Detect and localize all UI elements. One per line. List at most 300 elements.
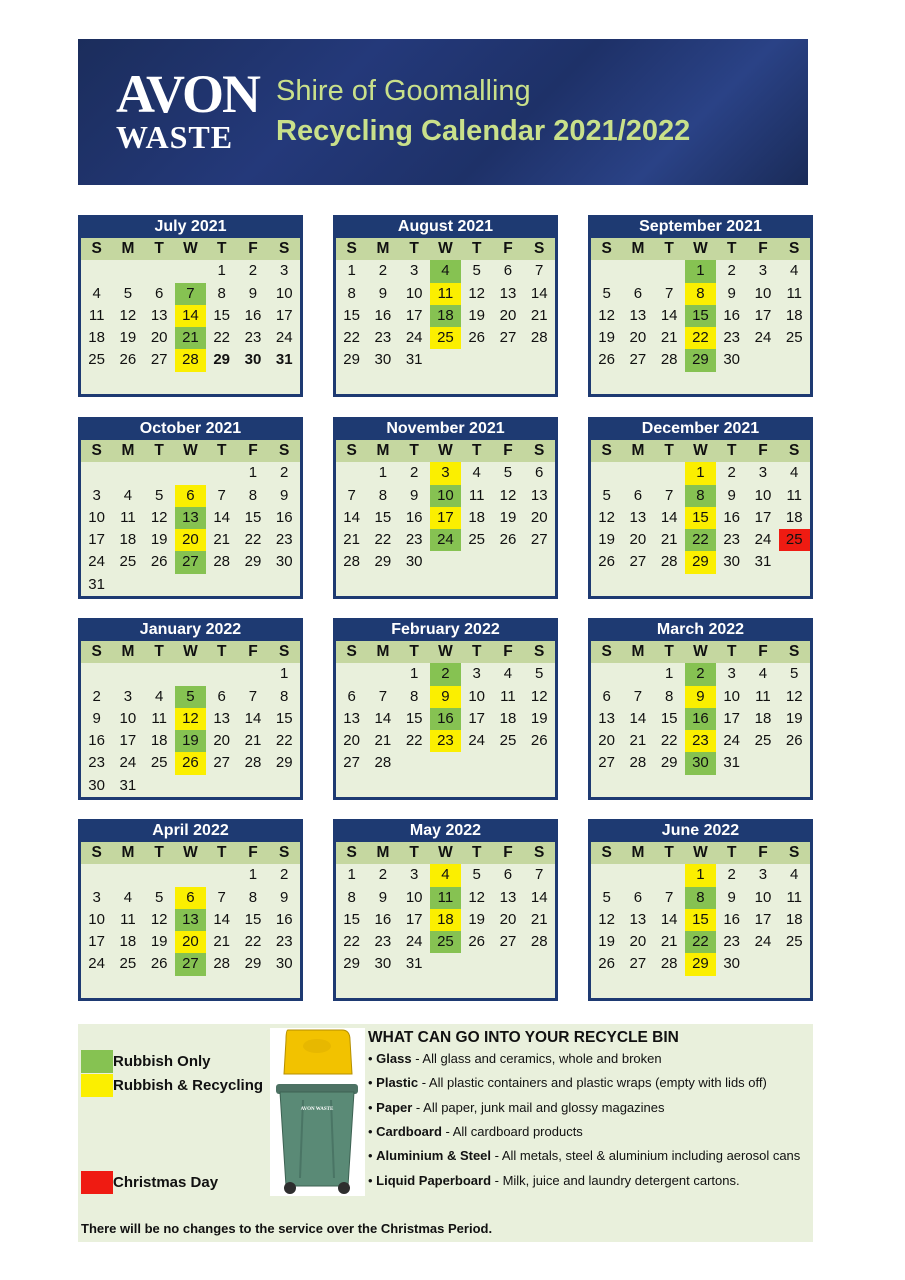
weekday-header: S: [591, 842, 622, 864]
empty-day-cell: [622, 462, 653, 484]
day-cell: 2: [409, 464, 419, 482]
recycle-info-item: • Aluminium & Steel - All metals, steel & aluminium including aerosol cans: [368, 1148, 801, 1163]
day-cell: 8: [248, 888, 258, 906]
day-cell: 14: [660, 306, 678, 324]
weekday-header: T: [461, 238, 492, 260]
weekday-header: S: [591, 440, 622, 462]
day-cell: 10: [119, 709, 137, 727]
weekday-header: W: [430, 842, 461, 864]
day-cell: 1: [685, 260, 716, 282]
empty-day-cell: [654, 260, 685, 282]
day-cell: 11: [430, 283, 461, 305]
day-cell: 26: [175, 752, 206, 774]
day-cell: 23: [430, 730, 461, 752]
day-cell: 28: [343, 553, 360, 571]
month-title: January 2022: [139, 621, 242, 638]
day-cell: 18: [785, 306, 803, 324]
day-cell: 24: [723, 732, 741, 750]
day-cell: 23: [88, 754, 105, 772]
day-cell: 18: [754, 709, 772, 727]
month-block: [78, 819, 303, 1001]
day-cell: 19: [598, 933, 615, 951]
day-cell: 8: [378, 486, 388, 504]
recycle-item-name: Paper: [376, 1100, 413, 1115]
day-cell: 21: [213, 531, 231, 549]
recycle-info-item: • Liquid Paperboard - Milk, juice and laundry detergent cartons.: [368, 1173, 740, 1188]
day-cell: 5: [602, 284, 611, 302]
day-cell: 30: [374, 955, 392, 973]
day-cell: 15: [244, 910, 262, 928]
empty-day-cell: [112, 663, 143, 685]
day-cell: 6: [347, 687, 356, 705]
month-day-grid: [81, 238, 300, 372]
weekday-header: W: [685, 641, 716, 663]
day-cell: 18: [119, 531, 137, 549]
day-cell: 27: [150, 351, 168, 369]
day-cell: 29: [213, 351, 231, 369]
weekday-header: F: [747, 238, 778, 260]
day-cell: 9: [409, 486, 419, 504]
month-title: April 2022: [152, 822, 229, 839]
month-block: [333, 618, 558, 800]
day-cell: 25: [785, 933, 803, 951]
day-cell: 30: [685, 752, 716, 774]
day-cell: 9: [378, 888, 388, 906]
weekday-header: S: [269, 440, 300, 462]
waste-logo: WASTE: [116, 119, 234, 155]
month-body: [81, 440, 300, 596]
day-cell: 5: [535, 665, 544, 683]
month-title: July 2021: [154, 218, 227, 235]
day-cell: 22: [685, 931, 716, 953]
day-cell: 31: [88, 575, 105, 593]
day-cell: 17: [88, 933, 105, 951]
day-cell: 25: [88, 351, 105, 369]
day-cell: 2: [727, 262, 736, 280]
day-cell: 30: [275, 553, 293, 571]
day-cell: 8: [217, 284, 226, 302]
weekday-header: W: [430, 238, 461, 260]
month-day-grid: [81, 641, 300, 797]
legend-green-swatch: [81, 1050, 113, 1073]
day-cell: 19: [150, 933, 168, 951]
day-cell: 8: [664, 687, 674, 705]
day-cell: 4: [790, 464, 799, 482]
day-cell: 25: [430, 931, 461, 953]
day-cell: 6: [602, 687, 611, 705]
day-cell: 5: [154, 486, 164, 504]
day-cell: 25: [468, 531, 486, 549]
day-cell: 28: [530, 933, 548, 951]
day-cell: 27: [343, 754, 360, 772]
weekday-header: T: [144, 238, 175, 260]
day-cell: 11: [786, 486, 803, 504]
weekday-header: T: [654, 842, 685, 864]
weekday-header: T: [654, 641, 685, 663]
weekday-header: T: [716, 440, 747, 462]
day-cell: 17: [88, 531, 105, 549]
day-cell: 28: [374, 754, 392, 772]
month-body: [81, 238, 300, 394]
weekday-header: M: [112, 440, 143, 462]
empty-day-cell: [175, 663, 206, 685]
day-cell: 15: [213, 306, 231, 324]
weekday-header: S: [269, 238, 300, 260]
day-cell: 20: [175, 931, 206, 953]
day-cell: 14: [660, 508, 678, 526]
month-body: [591, 238, 810, 394]
day-cell: 15: [275, 709, 293, 727]
day-cell: 4: [154, 687, 164, 705]
day-cell: 8: [685, 283, 716, 305]
day-cell: 12: [468, 888, 486, 906]
day-cell: 2: [727, 866, 736, 884]
weekday-header: T: [716, 842, 747, 864]
weekday-header: F: [237, 641, 268, 663]
weekday-header: W: [175, 641, 206, 663]
day-cell: 10: [430, 485, 461, 507]
avon-logo: AVON: [116, 64, 259, 124]
day-cell: 31: [754, 553, 772, 571]
day-cell: 28: [244, 754, 262, 772]
month-block: [78, 618, 303, 800]
day-cell: 5: [602, 888, 611, 906]
day-cell: 17: [405, 910, 423, 928]
day-cell: 6: [175, 485, 206, 507]
weekday-header: W: [430, 440, 461, 462]
day-cell: 22: [660, 732, 678, 750]
empty-day-cell: [622, 663, 653, 685]
day-cell: 20: [629, 531, 647, 549]
day-cell: 12: [175, 708, 206, 730]
recycle-info-title: WHAT CAN GO INTO YOUR RECYCLE BIN: [368, 1029, 679, 1046]
day-cell: 24: [119, 754, 137, 772]
day-cell: 7: [217, 486, 226, 504]
day-cell: 18: [150, 732, 168, 750]
day-cell: 7: [664, 486, 674, 504]
month-body: [591, 842, 810, 998]
weekday-header: F: [747, 440, 778, 462]
month-block: [588, 618, 813, 800]
day-cell: 27: [175, 953, 206, 975]
day-cell: 8: [347, 284, 356, 302]
day-cell: 20: [530, 508, 548, 526]
day-cell: 23: [244, 329, 262, 347]
day-cell: 16: [723, 910, 741, 928]
weekday-header: S: [336, 238, 367, 260]
day-cell: 28: [213, 955, 231, 973]
empty-day-cell: [622, 864, 653, 886]
day-cell: 10: [405, 888, 423, 906]
recycle-item-desc: - All metals, steel & aluminium including aerosol cans: [491, 1148, 801, 1163]
day-cell: 1: [685, 864, 716, 886]
legend-red-swatch: [81, 1171, 113, 1194]
day-cell: 8: [280, 687, 289, 705]
day-cell: 11: [755, 687, 771, 705]
day-cell: 9: [727, 486, 736, 504]
recycle-info-item: • Glass - All glass and ceramics, whole and broken: [368, 1051, 662, 1066]
weekday-header: T: [399, 238, 430, 260]
month-body: [591, 440, 810, 596]
day-cell: 9: [280, 888, 289, 906]
weekday-header: T: [461, 842, 492, 864]
day-cell: 3: [409, 262, 419, 280]
wheelie-bin-icon: [270, 1028, 365, 1196]
day-cell: 15: [685, 909, 716, 931]
day-cell: 27: [629, 955, 647, 973]
day-cell: 20: [598, 732, 615, 750]
month-day-grid: [591, 641, 810, 775]
day-cell: 12: [598, 910, 615, 928]
day-cell: 17: [754, 508, 772, 526]
day-cell: 14: [213, 508, 231, 526]
day-cell: 3: [409, 866, 419, 884]
day-cell: 11: [120, 910, 136, 928]
day-cell: 14: [343, 508, 360, 526]
day-cell: 13: [499, 284, 517, 302]
day-cell: 1: [347, 262, 356, 280]
weekday-header: T: [716, 641, 747, 663]
day-cell: 25: [499, 732, 517, 750]
day-cell: 22: [405, 732, 423, 750]
day-cell: 9: [92, 709, 101, 727]
weekday-header: T: [399, 641, 430, 663]
day-cell: 20: [629, 329, 647, 347]
day-cell: 21: [530, 910, 548, 928]
day-cell: 15: [374, 508, 392, 526]
day-cell: 23: [275, 531, 293, 549]
month-body: [81, 641, 300, 797]
day-cell: 22: [685, 327, 716, 349]
weekday-header: M: [112, 238, 143, 260]
recycle-item-desc: - All cardboard products: [441, 1124, 583, 1139]
weekday-header: T: [654, 238, 685, 260]
empty-day-cell: [112, 260, 143, 282]
weekday-header: W: [685, 440, 716, 462]
weekday-header: F: [237, 440, 268, 462]
day-cell: 26: [530, 732, 548, 750]
empty-day-cell: [591, 260, 622, 282]
day-cell: 20: [213, 732, 231, 750]
day-cell: 23: [685, 730, 716, 752]
day-cell: 19: [468, 910, 486, 928]
empty-day-cell: [206, 462, 237, 484]
day-cell: 25: [779, 529, 810, 551]
day-cell: 2: [280, 464, 289, 482]
day-cell: 7: [535, 866, 544, 884]
day-cell: 17: [405, 306, 423, 324]
svg-text:AVON WASTE: AVON WASTE: [300, 1107, 334, 1112]
day-cell: 6: [154, 284, 164, 302]
day-cell: 7: [378, 687, 388, 705]
day-cell: 12: [598, 306, 615, 324]
recycle-item-name: Plastic: [376, 1075, 419, 1090]
month-day-grid: [591, 238, 810, 372]
day-cell: 12: [499, 486, 517, 504]
day-cell: 12: [598, 508, 615, 526]
day-cell: 1: [664, 665, 674, 683]
day-cell: 11: [786, 284, 803, 302]
weekday-header: S: [269, 641, 300, 663]
legend-christmas: Christmas Day: [113, 1174, 219, 1191]
weekday-header: F: [237, 842, 268, 864]
weekday-header: W: [175, 842, 206, 864]
day-cell: 7: [664, 284, 674, 302]
day-cell: 11: [151, 709, 167, 727]
day-cell: 22: [275, 732, 293, 750]
day-cell: 13: [150, 306, 168, 324]
weekday-header: S: [779, 641, 810, 663]
day-cell: 15: [343, 306, 360, 324]
day-cell: 3: [758, 464, 768, 482]
day-cell: 19: [598, 329, 615, 347]
day-cell: 31: [405, 955, 423, 973]
day-cell: 1: [217, 262, 226, 280]
day-cell: 15: [685, 507, 716, 529]
month-title: February 2022: [391, 621, 500, 638]
day-cell: 27: [213, 754, 231, 772]
recycle-item-name: Glass: [376, 1051, 412, 1066]
day-cell: 9: [280, 486, 289, 504]
day-cell: 27: [530, 531, 548, 549]
day-cell: 19: [598, 531, 615, 549]
day-cell: 16: [723, 508, 741, 526]
day-cell: 14: [374, 709, 392, 727]
day-cell: 17: [754, 306, 772, 324]
day-cell: 26: [468, 329, 486, 347]
weekday-header: F: [492, 842, 523, 864]
day-cell: 18: [430, 305, 461, 327]
month-body: [336, 440, 555, 596]
day-cell: 16: [88, 732, 105, 750]
day-cell: 28: [660, 955, 678, 973]
recycle-item-name: Liquid Paperboard: [376, 1173, 492, 1188]
day-cell: 1: [280, 665, 289, 683]
day-cell: 5: [472, 866, 481, 884]
weekday-header: S: [524, 842, 555, 864]
day-cell: 14: [244, 709, 262, 727]
day-cell: 20: [343, 732, 360, 750]
day-cell: 2: [92, 687, 101, 705]
day-cell: 28: [660, 351, 678, 369]
day-cell: 22: [343, 933, 360, 951]
day-cell: 27: [499, 933, 517, 951]
day-cell: 4: [123, 888, 133, 906]
day-cell: 24: [430, 529, 461, 551]
empty-day-cell: [81, 260, 112, 282]
day-cell: 24: [275, 329, 293, 347]
day-cell: 3: [123, 687, 133, 705]
weekday-header: S: [81, 842, 112, 864]
day-cell: 20: [499, 306, 517, 324]
day-cell: 18: [785, 508, 803, 526]
day-cell: 21: [244, 732, 262, 750]
day-cell: 10: [405, 284, 423, 302]
legend-panel: [78, 1024, 813, 1242]
weekday-header: M: [112, 842, 143, 864]
day-cell: 29: [374, 553, 392, 571]
day-cell: 31: [119, 776, 137, 794]
day-cell: 3: [758, 262, 768, 280]
weekday-header: M: [367, 842, 398, 864]
day-cell: 14: [530, 888, 548, 906]
day-cell: 9: [685, 686, 716, 708]
day-cell: 2: [280, 866, 289, 884]
weekday-header: T: [144, 641, 175, 663]
day-cell: 18: [468, 508, 486, 526]
day-cell: 30: [244, 351, 262, 369]
day-cell: 30: [275, 955, 293, 973]
day-cell: 21: [660, 531, 678, 549]
day-cell: 30: [88, 776, 105, 794]
day-cell: 20: [175, 529, 206, 551]
day-cell: 6: [217, 687, 226, 705]
recycle-item-name: Cardboard: [376, 1124, 442, 1139]
empty-day-cell: [591, 864, 622, 886]
day-cell: 1: [378, 464, 388, 482]
weekday-header: S: [336, 641, 367, 663]
day-cell: 30: [405, 553, 423, 571]
day-cell: 19: [785, 709, 803, 727]
day-cell: 7: [347, 486, 356, 504]
day-cell: 2: [430, 663, 461, 685]
day-cell: 6: [503, 866, 513, 884]
empty-day-cell: [112, 462, 143, 484]
day-cell: 25: [430, 327, 461, 349]
month-title: September 2021: [639, 218, 762, 235]
weekday-header: S: [524, 440, 555, 462]
day-cell: 20: [150, 329, 168, 347]
day-cell: 19: [150, 531, 168, 549]
weekday-header: T: [206, 238, 237, 260]
month-day-grid: [591, 440, 810, 574]
month-day-grid: [81, 842, 300, 976]
day-cell: 17: [430, 507, 461, 529]
day-cell: 5: [472, 262, 481, 280]
day-cell: 12: [785, 687, 803, 705]
weekday-header: F: [492, 641, 523, 663]
day-cell: 28: [213, 553, 231, 571]
day-cell: 9: [727, 284, 736, 302]
day-cell: 22: [213, 329, 231, 347]
day-cell: 7: [633, 687, 643, 705]
recycle-item-desc: - All paper, junk mail and glossy magazines: [412, 1100, 665, 1115]
shire-name: Shire of Goomalling: [276, 75, 531, 107]
day-cell: 17: [119, 732, 137, 750]
weekday-header: W: [685, 238, 716, 260]
month-block: [588, 417, 813, 599]
weekday-header: M: [622, 641, 653, 663]
empty-day-cell: [237, 663, 268, 685]
day-cell: 9: [430, 686, 461, 708]
day-cell: 5: [790, 665, 799, 683]
day-cell: 24: [754, 933, 772, 951]
weekday-header: T: [399, 440, 430, 462]
month-block: [78, 215, 303, 397]
month-day-grid: [336, 238, 555, 372]
day-cell: 4: [758, 665, 768, 683]
day-cell: 21: [530, 306, 548, 324]
month-day-grid: [81, 440, 300, 596]
day-cell: 5: [602, 486, 611, 504]
day-cell: 6: [633, 486, 643, 504]
day-cell: 18: [499, 709, 517, 727]
weekday-header: T: [716, 238, 747, 260]
day-cell: 16: [430, 708, 461, 730]
weekday-header: M: [367, 238, 398, 260]
day-cell: 23: [374, 329, 392, 347]
day-cell: 4: [92, 284, 101, 302]
